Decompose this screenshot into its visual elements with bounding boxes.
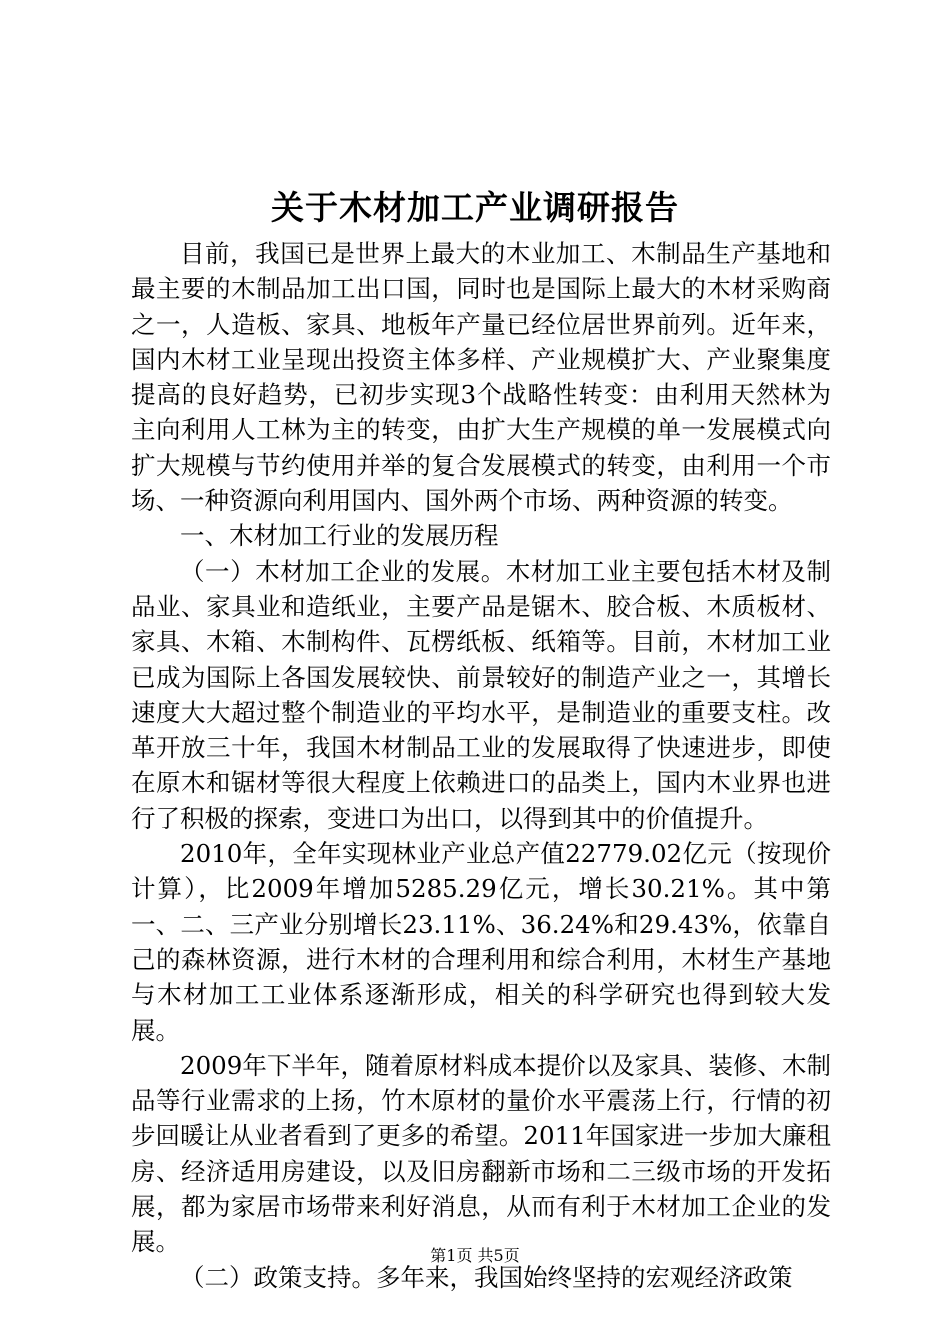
paragraph-2010-statistics: 2010年，全年实现林业产业总产值22779.02亿元（按现价计算），比2009年增加5285.29亿元，增长30.21%。其中第一、二、三产业分别增长23.11%、36.24%和29.43%，依靠自己的森林资源，进行木材的合理利用和综合利用，木材生产基地与木材加工工业体系逐渐形成，相关的科学研究也得到较大发展。 <box>131 839 831 1045</box>
document-body <box>131 236 831 1295</box>
paragraph-intro: 目前，我国已是世界上最大的木业加工、木制品生产基地和最主要的木制品加工出口国，同时也是国际上最大的木材采购商之一，人造板、家具、地板年产量已经位居世界前列。近年来，国内木材工业呈现出投资主体多样、产业规模扩大、产业聚集度提高的良好趋势，已初步实现3个战略性转变：由利用天然林为主向利用人工林为主的转变，由扩大生产规模的单一发展模式向扩大规模与节约使用并举的复合发展模式的转变，由利用一个市场、一种资源向利用国内、国外两个市场、两种资源的转变。 <box>131 239 831 516</box>
paragraph-2009-market: 2009年下半年，随着原材料成本提价以及家具、装修、木制品等行业需求的上扬，竹木原材的量价水平震荡上行，行情的初步回暖让从业者看到了更多的希望。2011年国家进一步加大廉租房、经济适用房建设，以及旧房翻新市场和二三级市场的开发拓展，都为家居市场带来利好消息，从而有利于木材加工企业的发展。 <box>131 1050 831 1257</box>
page-footer: 第1页 共5页 <box>430 1246 520 1265</box>
paragraph-enterprise-development: （一）木材加工企业的发展。木材加工业主要包括木材及制品业、家具业和造纸业，主要产品是锯木、胶合板、木质板材、家具、木箱、木制构件、瓦楞纸板、纸箱等。目前，木材加工业已成为国际上各国发展较快、前景较好的制造产业之一，其增长速度大大超过整个制造业的平均水平，是制造业的重要支柱。改革开放三十年，我国木材制品工业的发展取得了快速进步，即使在原木和锯材等很大程度上依赖进口的品类上，国内木业界也进行了积极的探索，变进口为出口，以得到其中的价值提升。 <box>131 556 831 833</box>
paragraph-policy-support: （二）政策支持。多年来，我国始终坚持的宏观经济政策 <box>180 1262 793 1292</box>
document-title: 关于木材加工产业调研报告 <box>271 188 679 227</box>
section-heading-1: 一、木材加工行业的发展历程 <box>180 521 499 551</box>
